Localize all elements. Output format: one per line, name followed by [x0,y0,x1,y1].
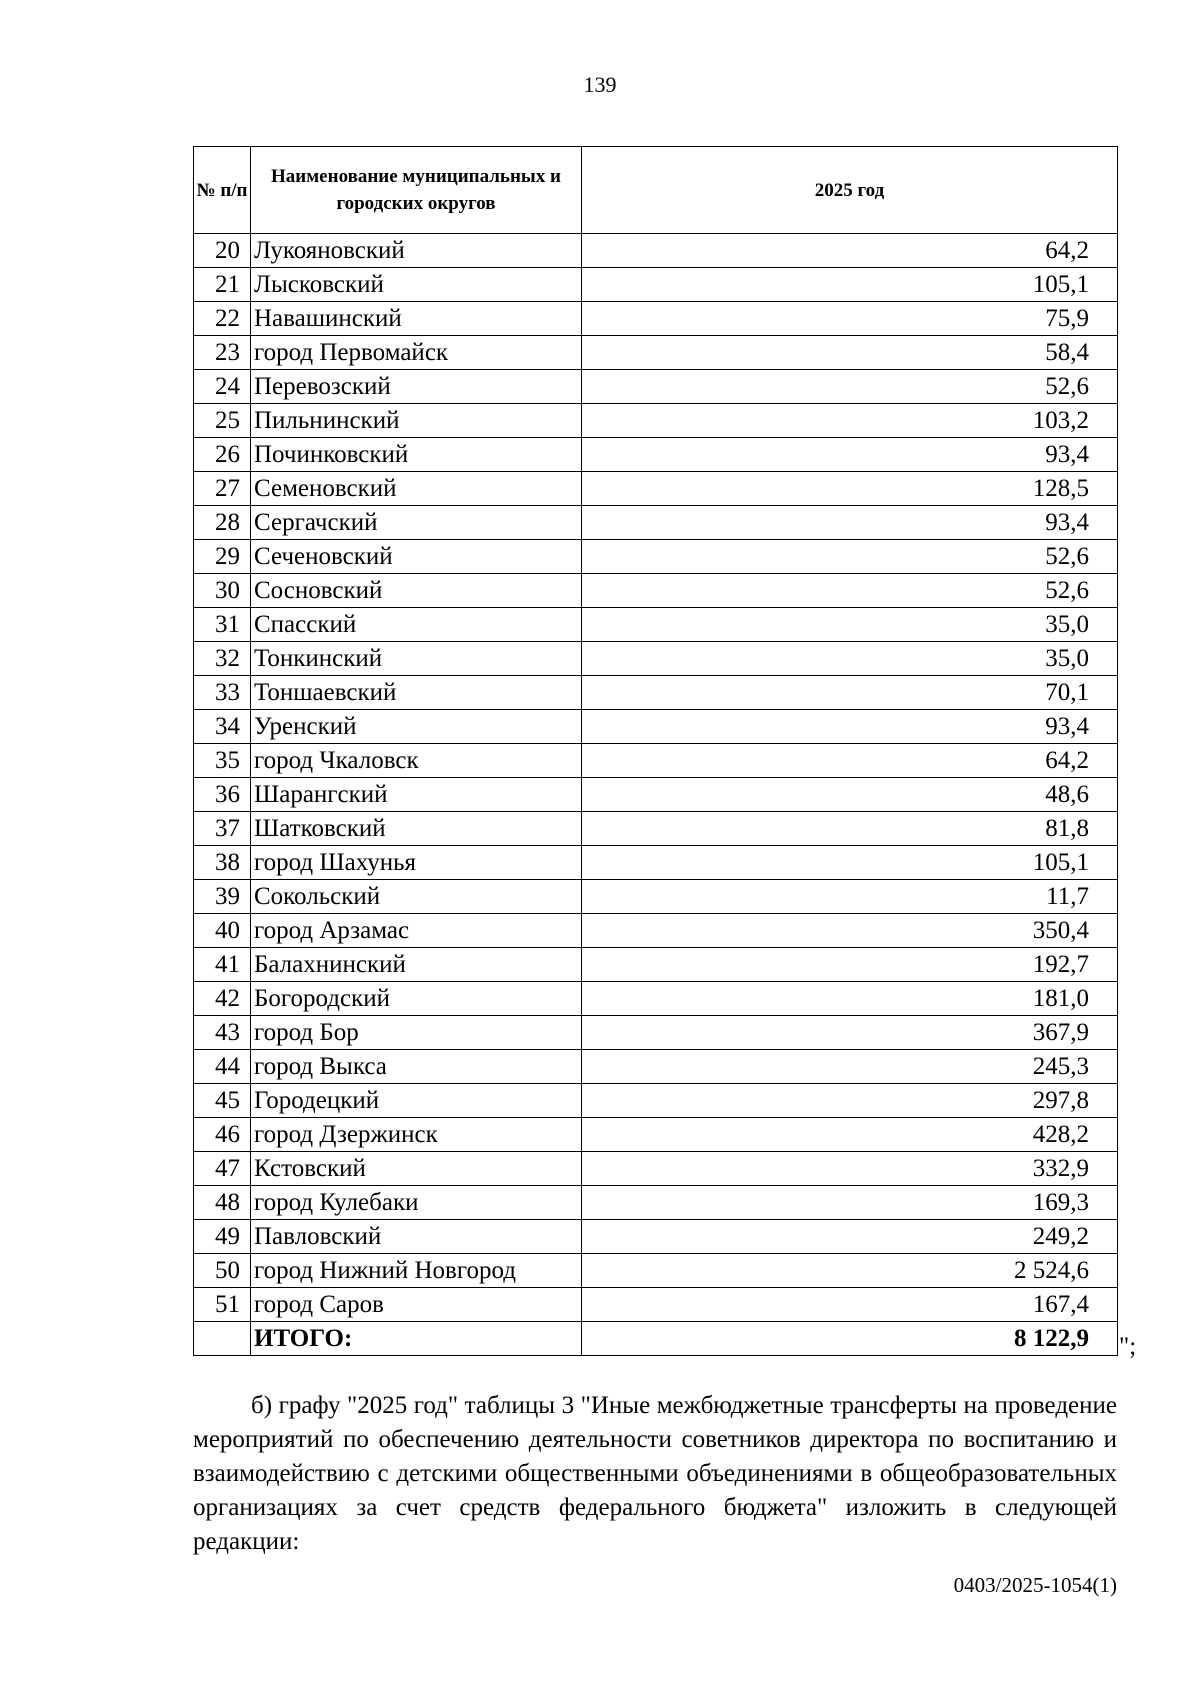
row-name: Лысковский [251,268,582,302]
row-value: 52,6 [582,540,1118,574]
table-row [194,914,1118,948]
table-row [194,880,1118,914]
table-row [194,1084,1118,1118]
row-name: Уренский [251,710,582,744]
row-name: Лукояновский [251,234,582,268]
table-row [194,506,1118,540]
row-number: 37 [194,812,251,846]
row-value: 64,2 [582,234,1118,268]
row-number: 32 [194,642,251,676]
row-number: 29 [194,540,251,574]
table-row [194,1152,1118,1186]
row-value: 105,1 [582,268,1118,302]
row-value: 52,6 [582,370,1118,404]
row-name: город Кулебаки [251,1186,582,1220]
row-value: 103,2 [582,404,1118,438]
closing-quote: "; [1119,1333,1137,1360]
row-number: 36 [194,778,251,812]
row-name: город Нижний Новгород [251,1254,582,1288]
row-value: 58,4 [582,336,1118,370]
row-name: Навашинский [251,302,582,336]
row-number: 35 [194,744,251,778]
row-value: 367,9 [582,1016,1118,1050]
table-row [194,1220,1118,1254]
row-number: 27 [194,472,251,506]
row-number: 40 [194,914,251,948]
row-value: 428,2 [582,1118,1118,1152]
row-name: Шарангский [251,778,582,812]
row-value: 169,3 [582,1186,1118,1220]
table-body [194,234,1118,1356]
row-value: 81,8 [582,812,1118,846]
row-value: 350,4 [582,914,1118,948]
row-number: 22 [194,302,251,336]
row-number: 30 [194,574,251,608]
row-number: 38 [194,846,251,880]
row-number: 50 [194,1254,251,1288]
row-name: Сеченовский [251,540,582,574]
row-value: 70,1 [582,676,1118,710]
row-number: 49 [194,1220,251,1254]
row-value: 93,4 [582,710,1118,744]
row-number: 51 [194,1288,251,1322]
table-row [194,268,1118,302]
header-name: Наименование муниципальных и городских округов [251,147,582,234]
header-year: 2025 год [582,147,1118,234]
table-row [194,676,1118,710]
table-row [194,1016,1118,1050]
row-number: 42 [194,982,251,1016]
row-name: Сосновский [251,574,582,608]
row-name: Семеновский [251,472,582,506]
table-row [194,370,1118,404]
row-value: 105,1 [582,846,1118,880]
row-name: Балахнинский [251,948,582,982]
table-header-row [194,147,1118,234]
row-value: 2 524,6 [582,1254,1118,1288]
row-value: 11,7 [582,880,1118,914]
row-name: Перевозский [251,370,582,404]
row-number: 24 [194,370,251,404]
table-row [194,846,1118,880]
row-value: 192,7 [582,948,1118,982]
row-name: город Выкса [251,1050,582,1084]
row-name: город Арзамас [251,914,582,948]
row-name: город Первомайск [251,336,582,370]
row-number: 43 [194,1016,251,1050]
row-value: 167,4 [582,1288,1118,1322]
total-label: ИТОГО: [251,1322,582,1356]
row-number: 48 [194,1186,251,1220]
row-value: 297,8 [582,1084,1118,1118]
row-value: 332,9 [582,1152,1118,1186]
row-number: 31 [194,608,251,642]
row-number: 20 [194,234,251,268]
row-number: 26 [194,438,251,472]
row-number: 39 [194,880,251,914]
row-number: 23 [194,336,251,370]
row-number: 41 [194,948,251,982]
table-row [194,234,1118,268]
row-value: 93,4 [582,506,1118,540]
row-number: 44 [194,1050,251,1084]
row-number: 33 [194,676,251,710]
row-value: 93,4 [582,438,1118,472]
total-value: 8 122,9 [582,1322,1118,1356]
row-name: Кстовский [251,1152,582,1186]
row-name: город Дзержинск [251,1118,582,1152]
row-number: 45 [194,1084,251,1118]
row-number: 25 [194,404,251,438]
row-value: 245,3 [582,1050,1118,1084]
row-name: Богородский [251,982,582,1016]
row-name: Пильнинский [251,404,582,438]
row-name: Тонкинский [251,642,582,676]
row-number: 21 [194,268,251,302]
table-row [194,744,1118,778]
row-number: 46 [194,1118,251,1152]
table-row [194,472,1118,506]
table-row [194,982,1118,1016]
table-row [194,1186,1118,1220]
header-num: № п/п [194,147,251,234]
row-value: 48,6 [582,778,1118,812]
table-row [194,404,1118,438]
row-name: Сергачский [251,506,582,540]
row-name: город Шахунья [251,846,582,880]
table-row [194,302,1118,336]
row-number: 28 [194,506,251,540]
table-row [194,642,1118,676]
row-value: 128,5 [582,472,1118,506]
document-id: 0403/2025-1054(1) [953,1573,1117,1597]
row-value: 75,9 [582,302,1118,336]
row-name: Павловский [251,1220,582,1254]
row-number: 47 [194,1152,251,1186]
table-row [194,336,1118,370]
row-name: Городецкий [251,1084,582,1118]
row-name: Спасский [251,608,582,642]
row-name: Тоншаевский [251,676,582,710]
budget-table [193,146,1118,1356]
row-name: город Чкаловск [251,744,582,778]
row-value: 35,0 [582,642,1118,676]
table-row [194,540,1118,574]
table-row [194,710,1118,744]
page-number: 139 [583,72,617,97]
row-value: 181,0 [582,982,1118,1016]
amendment-paragraph: б) графу "2025 год" таблицы 3 "Иные межбюджетные трансферты на проведение мероприятий по обеспечению деятельности советников директора по воспитанию и взаимодействию с детскими общественными объединениями в общеобразовательных организациях за счет средств федерального бюджета" изложить в следующей редакции: [193,1392,1117,1555]
table-row [194,1118,1118,1152]
table-row [194,1288,1118,1322]
row-value: 249,2 [582,1220,1118,1254]
row-name: Шатковский [251,812,582,846]
row-name: Сокольский [251,880,582,914]
table-row [194,574,1118,608]
table-row [194,438,1118,472]
table-row [194,1050,1118,1084]
row-value: 64,2 [582,744,1118,778]
table-row [194,812,1118,846]
row-name: Починковский [251,438,582,472]
row-value: 35,0 [582,608,1118,642]
row-name: город Бор [251,1016,582,1050]
row-value: 52,6 [582,574,1118,608]
table-row [194,778,1118,812]
row-number: 34 [194,710,251,744]
table-total-row [194,1322,1118,1356]
table-row [194,948,1118,982]
total-empty-cell [194,1322,251,1356]
table-row [194,1254,1118,1288]
table-row [194,608,1118,642]
row-name: город Саров [251,1288,582,1322]
